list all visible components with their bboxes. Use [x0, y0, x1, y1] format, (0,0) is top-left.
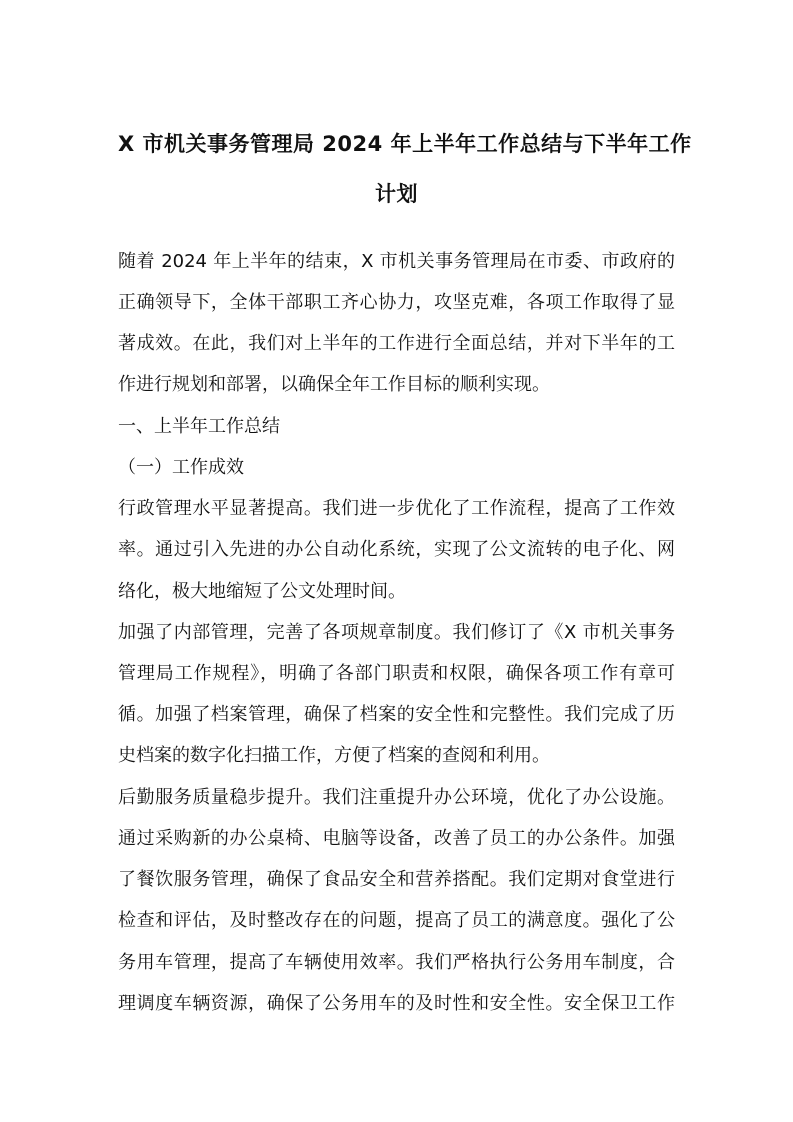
- paragraph-line: 加强了内部管理，完善了各项规章制度。我们修订了《X 市机关事务: [118, 622, 675, 643]
- paragraph-line: 通过采购新的办公桌椅、电脑等设备，改善了员工的办公条件。加强: [118, 828, 675, 849]
- paragraph-line: 理调度车辆资源，确保了公务用车的及时性和安全性。安全保卫工作: [118, 993, 675, 1014]
- document-title-line-2: 计划: [375, 182, 418, 206]
- paragraph-line: 行政管理水平显著提高。我们进一步优化了工作流程，提高了工作效: [118, 498, 675, 519]
- subsection-heading: （一）工作成效: [118, 457, 244, 478]
- section-heading: 一、上半年工作总结: [118, 416, 280, 437]
- paragraph-line: 后勤服务质量稳步提升。我们注重提升办公环境，优化了办公设施。: [118, 787, 675, 808]
- paragraph-line: 正确领导下，全体干部职工齐心协力，攻坚克难，各项工作取得了显: [118, 292, 675, 313]
- paragraph-line: 管理局工作规程》，明确了各部门职责和权限，确保各项工作有章可: [118, 663, 675, 684]
- paragraph-line: 络化，极大地缩短了公文处理时间。: [118, 581, 406, 602]
- paragraph-line: 率。通过引入先进的办公自动化系统，实现了公文流转的电子化、网: [118, 539, 675, 560]
- document-title-line-1: X 市机关事务管理局 2024 年上半年工作总结与下半年工作: [118, 132, 692, 156]
- paragraph-line: 作进行规划和部署，以确保全年工作目标的顺利实现。: [118, 374, 550, 395]
- paragraph-line: 循。加强了档案管理，确保了档案的安全性和完整性。我们完成了历: [118, 704, 675, 725]
- paragraph-line: 了餐饮服务管理，确保了食品安全和营养搭配。我们定期对食堂进行: [118, 869, 675, 890]
- paragraph-line: 务用车管理，提高了车辆使用效率。我们严格执行公务用车制度，合: [118, 952, 675, 973]
- paragraph-line: 随着 2024 年上半年的结束，X 市机关事务管理局在市委、市政府的: [118, 251, 675, 272]
- paragraph-line: 检查和评估，及时整改存在的问题，提高了员工的满意度。强化了公: [118, 910, 675, 931]
- paragraph-line: 史档案的数字化扫描工作，方便了档案的查阅和利用。: [118, 745, 550, 766]
- paragraph-line: 著成效。在此，我们对上半年的工作进行全面总结，并对下半年的工: [118, 333, 675, 354]
